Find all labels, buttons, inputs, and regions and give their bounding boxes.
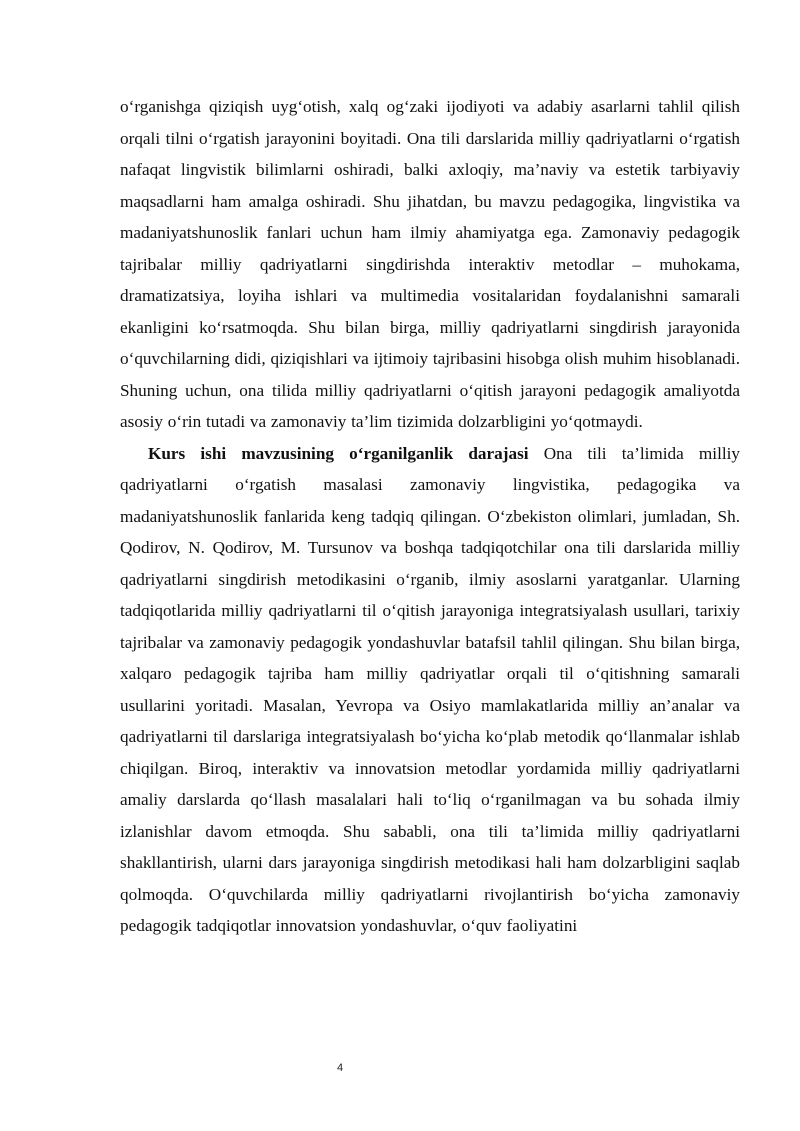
- section-paragraph-text: Ona tili ta’limida milliy qadriyatlarni o‘rgatish masalasi zamonaviy lingvistika, pedagogika va madaniyatshunoslik fanlarida keng tadqiq qilingan. O‘zbekiston olimlari, jumladan, Sh. Qodirov, N. Qodirov, M. Tursunov va boshqa tadqiqotchilar ona tili darslarida milliy qadriyatlarni singdirish metodikasini o‘rganib, ilmiy asoslarni yaratganlar. Ularning tadqiqotlarida milliy qadriyatlarni til o‘qitish jarayoniga integratsiyalash usullari, tarixiy tajribalar va zamonaviy pedagogik yondashuvlar batafsil tahlil qilingan. Shu bilan birga, xalqaro pedagogik tajriba ham milliy qadriyatlar orqali til o‘qitishning samarali usullarini yoritadi. Masalan, Yevropa va Osiyo mamlakatlarida milliy an’analar va qadriyatlarni til darslariga integratsiyalash bo‘yicha ko‘plab metodik qo‘llanmalar ishlab chiqilgan. Biroq, interaktiv va innovatsion metodlar yordamida milliy qadriyatlarni amaliy darslarda qo‘llash masalalari hali to‘liq o‘rganilmagan va bu sohada ilmiy izlanishlar davom etmoqda. Shu sababli, ona tili ta’limida milliy qadriyatlarni shakllantirish, ularni dars jarayoniga singdirish metodikasi hali ham dolzarbligini saqlab qolmoqda. O‘quvchilarda milliy qadriyatlarni rivojlantirish bo‘yicha zamonaviy pedagogik tadqiqotlar innovatsion yondashuvlar, o‘quv faoliyatini: [120, 443, 740, 935]
- body-paragraph: o‘rganishga qiziqish uyg‘otish, xalq og‘zaki ijodiyoti va adabiy asarlarni tahlil qilish orqali tilni o‘rgatish jarayonini boyitadi. Ona tili darslarida milliy qadriyatlarni o‘rgatish nafaqat lingvistik bilimlarni oshiradi, balki axloqiy, ma’naviy va estetik tarbiyaviy maqsadlarni ham amalga oshiradi. Shu jihatdan, bu mavzu pedagogika, lingvistika va madaniyatshunoslik fanlari uchun ham ilmiy ahamiyatga ega. Zamonaviy pedagogik tajribalar milliy qadriyatlarni singdirishda interaktiv metodlar – muhokama, dramatizatsiya, loyiha ishlari va multimedia vositalaridan foydalanishni samarali ekanligini ko‘rsatmoqda. Shu bilan birga, milliy qadriyatlarni singdirish jarayonida o‘quvchilarning didi, qiziqishlari va ijtimoiy tajribasini hisobga olish muhim hisoblanadi. Shuning uchun, ona tilida milliy qadriyatlarni o‘qitish jarayoni pedagogik amaliyotda asosiy o‘rin tutadi va zamonaviy ta’lim tizimida dolzarbligini yo‘qotmaydi.: [120, 97, 740, 431]
- section-heading: Kurs ishi mavzusining o‘rganilganlik darajasi: [148, 443, 529, 463]
- document-page: [120, 91, 740, 942]
- page-number: 4: [336, 1062, 344, 1074]
- section-paragraph: [120, 438, 740, 942]
